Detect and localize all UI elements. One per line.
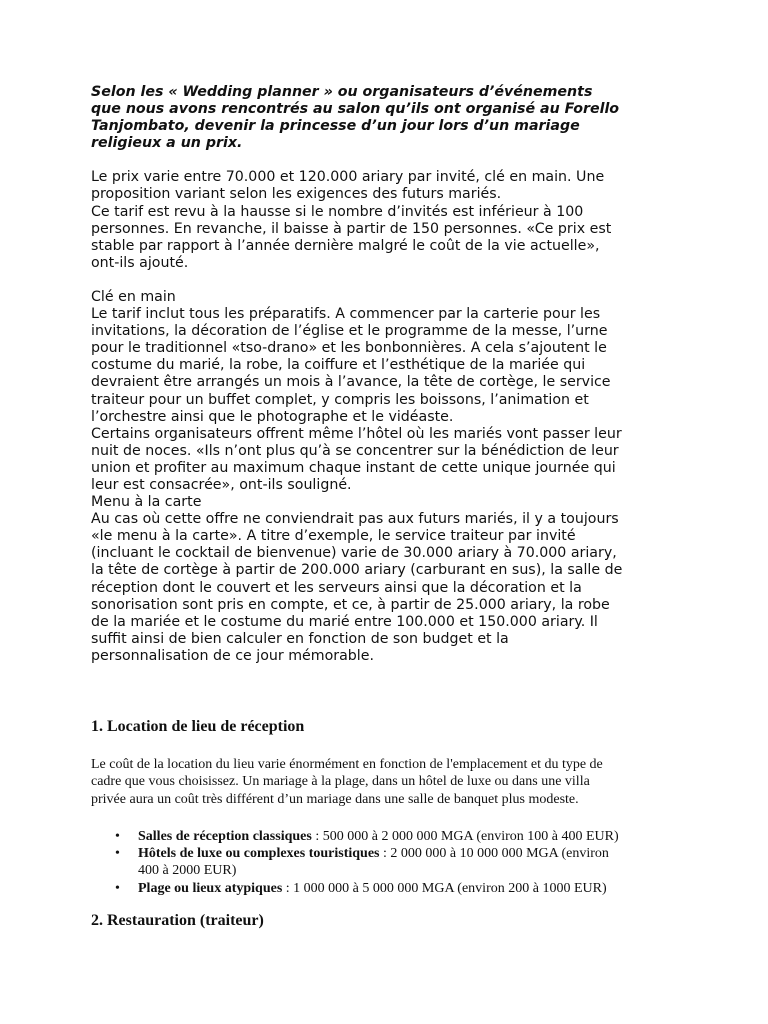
text-line: Ce tarif est revu à la hausse si le nombre d’invités est inférieur à 100 — [91, 203, 584, 220]
text-line: Le prix varie entre 70.000 et 120.000 ariary par invité, clé en main. Une — [91, 169, 605, 186]
details-paragraph — [91, 289, 681, 665]
text-line: de la mariée et le costume du marié entre 100.000 et 150.000 ariary. Il — [91, 613, 598, 630]
section2-heading: 2. Restauration (traiteur) — [91, 912, 264, 930]
text-line: costume du marié, la robe, la coiffure et l’esthétique de la mariée qui — [91, 357, 586, 374]
document-page — [91, 84, 681, 931]
text-line: sonorisation sont pris en compte, et ce, à partir de 25.000 ariary, la robe — [91, 596, 610, 613]
text-line: privée aura un coût très différent d’un mariage dans une salle de banquet plus modeste. — [91, 791, 579, 807]
text-line: Tanjombato, devenir la princesse d’un jour lors d’un mariage — [91, 118, 580, 135]
list-item — [91, 880, 681, 897]
text-line: Selon les « Wedding planner » ou organisateurs d’événements — [91, 84, 593, 100]
text-line: proposition variant selon les exigences des futurs mariés. — [91, 186, 502, 203]
list-item-text: : 1 000 000 à 5 000 000 MGA (environ 200 à 1000 EUR) — [282, 880, 607, 896]
venue-price-list — [91, 828, 681, 897]
bullet-icon: • — [115, 880, 120, 896]
text-line: personnes. En revanche, il baisse à partir de 150 personnes. «Ce prix est — [91, 220, 612, 237]
text-line: Le tarif inclut tous les préparatifs. A commencer par la carterie pour les — [91, 306, 601, 323]
text-line: Au cas où cette offre ne conviendrait pas aux futurs mariés, il y a toujours — [91, 511, 619, 528]
text-line: l’orchestre ainsi que le photographe et le vidéaste. — [91, 408, 454, 425]
list-item-label: Salles de réception classiques — [138, 828, 312, 844]
list-item-label: Plage ou lieux atypiques — [138, 880, 283, 896]
text-line: nuit de noces. «Ils n’ont plus qu’à se concentrer sur la bénédiction de leur — [91, 442, 619, 459]
text-line: stable par rapport à l’année dernière malgré le coût de la vie actuelle», — [91, 237, 600, 254]
text-line: invitations, la décoration de l’église et le programme de la messe, l’urne — [91, 323, 608, 340]
text-line: religieux a un prix. — [91, 135, 243, 152]
list-item-text: : 2 000 000 à 10 000 000 MGA (environ — [379, 846, 609, 862]
intro-paragraph — [91, 84, 681, 152]
text-line: «le menu à la carte». A titre d’exemple, le service traiteur par invité — [91, 528, 576, 545]
text-line: Certains organisateurs offrent même l’hôtel où les mariés vont passer leur — [91, 425, 622, 442]
text-line: suffit ainsi de bien calculer en fonction de son budget et la — [91, 630, 509, 647]
list-item-text: : 500 000 à 2 000 000 MGA (environ 100 à 400 EUR) — [311, 828, 619, 844]
list-item — [91, 828, 681, 845]
text-line: que nous avons rencontrés au salon qu’ils ont organisé au Forello — [91, 101, 620, 118]
text-line: réception dont le couvert et les serveurs ainsi que la décoration et la — [91, 579, 582, 596]
list-item-continuation: 400 à 2000 EUR) — [138, 863, 237, 879]
text-line: ont-ils ajouté. — [91, 254, 189, 271]
section1-heading: 1. Location de lieu de réception — [91, 718, 305, 735]
text-line: Menu à la carte — [91, 494, 202, 511]
text-line: pour le traditionnel «tso-drano» et les bonbonnières. A cela s’ajoutent le — [91, 340, 607, 357]
text-line: traiteur pour un buffet complet, y compris les boissons, l’animation et — [91, 391, 589, 408]
text-line: cadre que vous choisissez. Un mariage à la plage, dans un hôtel de luxe ou dans une villa — [91, 774, 590, 790]
section1-body — [91, 756, 681, 808]
bullet-icon: • — [115, 828, 120, 844]
text-line: la tête de cortège à partir de 200.000 ariary (carburant en sus), la salle de — [91, 562, 623, 579]
list-item — [91, 845, 681, 880]
text-line: (incluant le cocktail de bienvenue) varie de 30.000 ariary à 70.000 ariary, — [91, 545, 617, 562]
text-line: union et profiter au maximum chaque instant de cette unique journée qui — [91, 459, 616, 476]
text-line: leur est consacrée», ont-ils souligné. — [91, 476, 352, 493]
text-line: devraient être arrangés un mois à l’avance, la tête de cortège, le service — [91, 374, 611, 391]
list-item-label: Hôtels de luxe ou complexes touristiques — [138, 846, 380, 862]
text-line: Le coût de la location du lieu varie énormément en fonction de l'emplacement et du type de — [91, 757, 603, 772]
bullet-icon: • — [115, 846, 120, 862]
text-line: Clé en main — [91, 288, 176, 305]
price-paragraph — [91, 169, 681, 272]
text-line: personnalisation de ce jour mémorable. — [91, 647, 374, 664]
